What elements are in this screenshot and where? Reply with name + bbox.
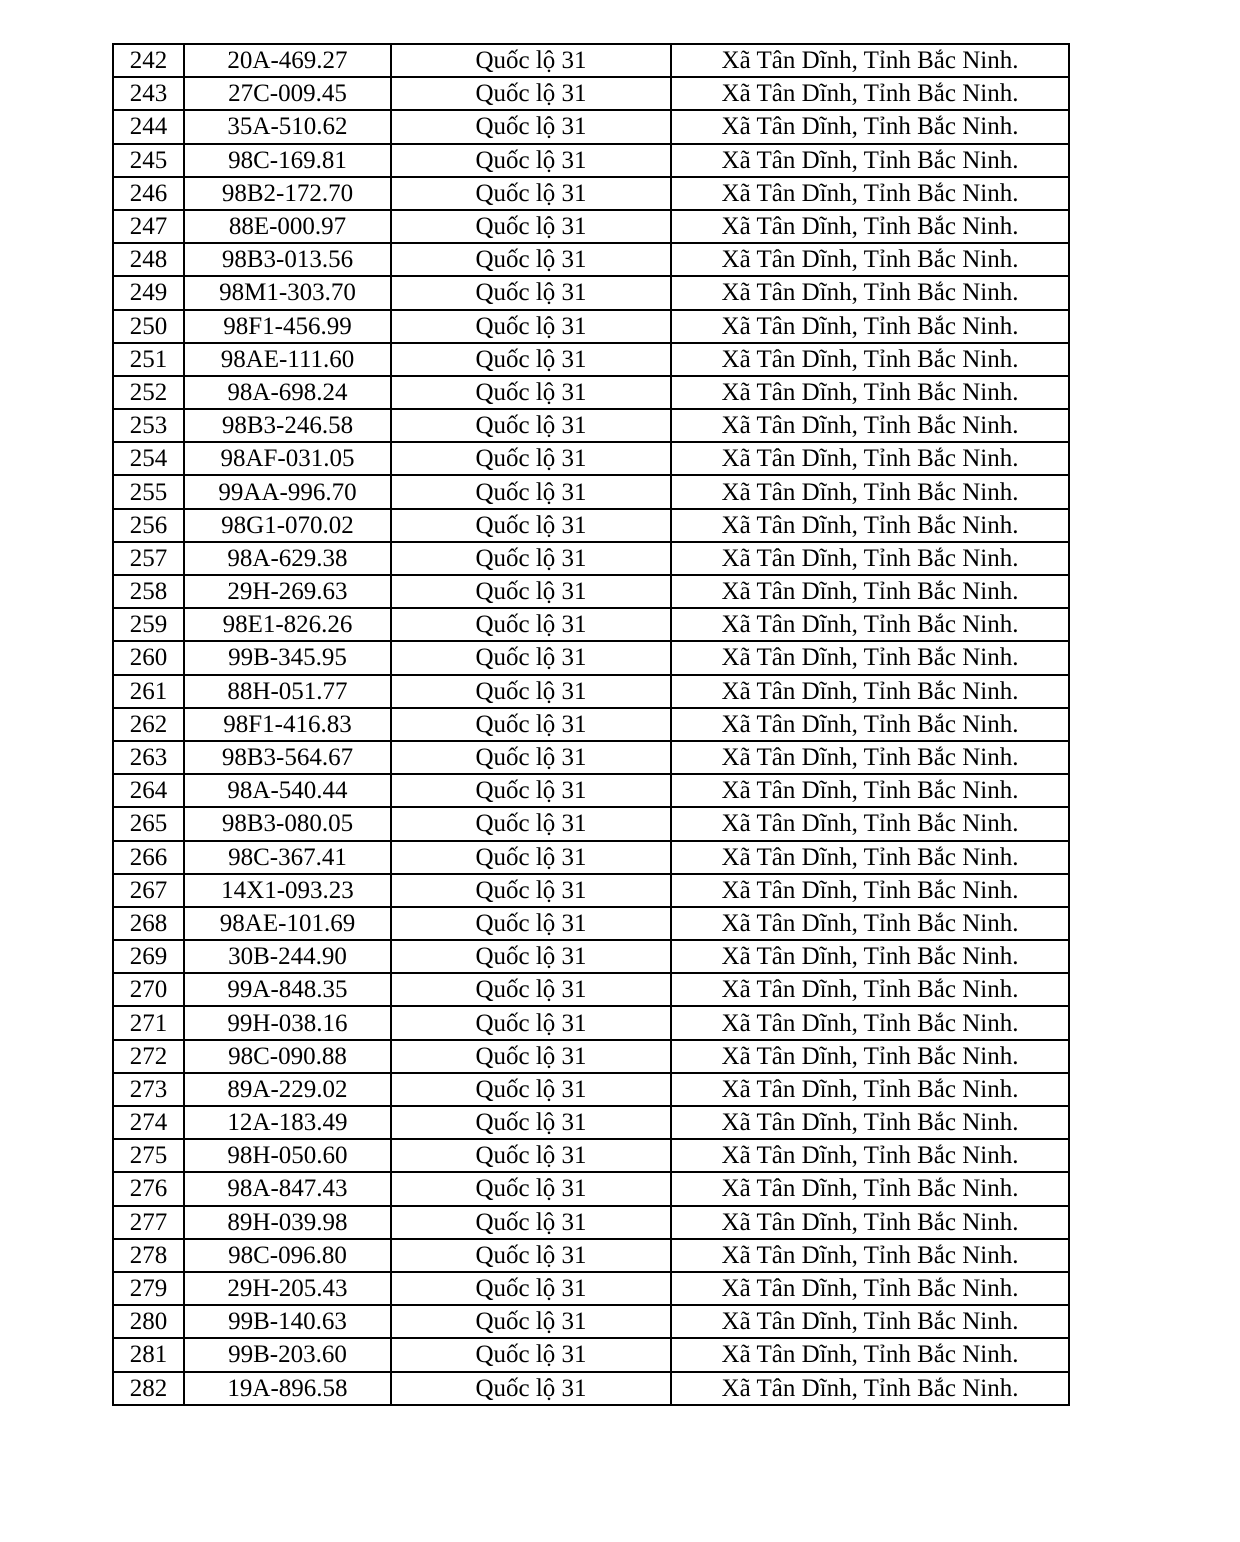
table-row <box>113 575 1069 608</box>
table-row <box>113 874 1069 907</box>
table-row <box>113 1239 1069 1272</box>
table-row <box>113 774 1069 807</box>
license-plate-cell: 89H-039.98 <box>184 1206 391 1239</box>
table-row <box>113 243 1069 276</box>
table-row <box>113 1372 1069 1405</box>
location-cell: Xã Tân Dĩnh, Tỉnh Bắc Ninh. <box>671 973 1069 1006</box>
license-plate-cell: 98F1-456.99 <box>184 310 391 343</box>
table-row <box>113 940 1069 973</box>
location-cell: Xã Tân Dĩnh, Tỉnh Bắc Ninh. <box>671 874 1069 907</box>
location-cell: Xã Tân Dĩnh, Tỉnh Bắc Ninh. <box>671 310 1069 343</box>
table-row <box>113 376 1069 409</box>
license-plate-cell: 89A-229.02 <box>184 1073 391 1106</box>
row-number-cell: 280 <box>113 1305 184 1338</box>
road-cell: Quốc lộ 31 <box>391 675 671 708</box>
table-row <box>113 907 1069 940</box>
table-row <box>113 409 1069 442</box>
vehicle-records-table <box>112 43 1070 1406</box>
road-cell: Quốc lộ 31 <box>391 708 671 741</box>
table-row <box>113 475 1069 508</box>
license-plate-cell: 98AE-101.69 <box>184 907 391 940</box>
row-number-cell: 277 <box>113 1206 184 1239</box>
row-number-cell: 256 <box>113 509 184 542</box>
row-number-cell: 282 <box>113 1372 184 1405</box>
row-number-cell: 276 <box>113 1172 184 1205</box>
row-number-cell: 278 <box>113 1239 184 1272</box>
row-number-cell: 260 <box>113 641 184 674</box>
table-row <box>113 641 1069 674</box>
road-cell: Quốc lộ 31 <box>391 144 671 177</box>
row-number-cell: 263 <box>113 741 184 774</box>
license-plate-cell: 29H-205.43 <box>184 1272 391 1305</box>
location-cell: Xã Tân Dĩnh, Tỉnh Bắc Ninh. <box>671 1206 1069 1239</box>
location-cell: Xã Tân Dĩnh, Tỉnh Bắc Ninh. <box>671 542 1069 575</box>
location-cell: Xã Tân Dĩnh, Tỉnh Bắc Ninh. <box>671 708 1069 741</box>
road-cell: Quốc lộ 31 <box>391 1040 671 1073</box>
road-cell: Quốc lộ 31 <box>391 940 671 973</box>
road-cell: Quốc lộ 31 <box>391 475 671 508</box>
row-number-cell: 269 <box>113 940 184 973</box>
road-cell: Quốc lộ 31 <box>391 1305 671 1338</box>
location-cell: Xã Tân Dĩnh, Tỉnh Bắc Ninh. <box>671 210 1069 243</box>
license-plate-cell: 98B3-080.05 <box>184 807 391 840</box>
license-plate-cell: 19A-896.58 <box>184 1372 391 1405</box>
row-number-cell: 243 <box>113 77 184 110</box>
location-cell: Xã Tân Dĩnh, Tỉnh Bắc Ninh. <box>671 77 1069 110</box>
table-row <box>113 210 1069 243</box>
table-row <box>113 1073 1069 1106</box>
table-row <box>113 1272 1069 1305</box>
location-cell: Xã Tân Dĩnh, Tỉnh Bắc Ninh. <box>671 1172 1069 1205</box>
row-number-cell: 246 <box>113 177 184 210</box>
location-cell: Xã Tân Dĩnh, Tỉnh Bắc Ninh. <box>671 940 1069 973</box>
table-row <box>113 675 1069 708</box>
license-plate-cell: 98A-698.24 <box>184 376 391 409</box>
license-plate-cell: 98F1-416.83 <box>184 708 391 741</box>
row-number-cell: 255 <box>113 475 184 508</box>
road-cell: Quốc lộ 31 <box>391 77 671 110</box>
table-row <box>113 973 1069 1006</box>
location-cell: Xã Tân Dĩnh, Tỉnh Bắc Ninh. <box>671 1239 1069 1272</box>
row-number-cell: 262 <box>113 708 184 741</box>
row-number-cell: 268 <box>113 907 184 940</box>
table-row <box>113 44 1069 77</box>
table-row <box>113 144 1069 177</box>
license-plate-cell: 20A-469.27 <box>184 44 391 77</box>
license-plate-cell: 98B3-013.56 <box>184 243 391 276</box>
row-number-cell: 248 <box>113 243 184 276</box>
table-row <box>113 1172 1069 1205</box>
table-body <box>113 44 1069 1405</box>
road-cell: Quốc lộ 31 <box>391 575 671 608</box>
license-plate-cell: 99AA-996.70 <box>184 475 391 508</box>
row-number-cell: 250 <box>113 310 184 343</box>
table-row <box>113 509 1069 542</box>
road-cell: Quốc lộ 31 <box>391 1272 671 1305</box>
row-number-cell: 274 <box>113 1106 184 1139</box>
license-plate-cell: 98C-367.41 <box>184 841 391 874</box>
location-cell: Xã Tân Dĩnh, Tỉnh Bắc Ninh. <box>671 442 1069 475</box>
table-row <box>113 1106 1069 1139</box>
road-cell: Quốc lộ 31 <box>391 110 671 143</box>
row-number-cell: 266 <box>113 841 184 874</box>
road-cell: Quốc lộ 31 <box>391 343 671 376</box>
location-cell: Xã Tân Dĩnh, Tỉnh Bắc Ninh. <box>671 841 1069 874</box>
road-cell: Quốc lộ 31 <box>391 841 671 874</box>
location-cell: Xã Tân Dĩnh, Tỉnh Bắc Ninh. <box>671 1272 1069 1305</box>
location-cell: Xã Tân Dĩnh, Tỉnh Bắc Ninh. <box>671 675 1069 708</box>
table-row <box>113 1006 1069 1039</box>
location-cell: Xã Tân Dĩnh, Tỉnh Bắc Ninh. <box>671 376 1069 409</box>
road-cell: Quốc lộ 31 <box>391 1206 671 1239</box>
location-cell: Xã Tân Dĩnh, Tỉnh Bắc Ninh. <box>671 807 1069 840</box>
table-row <box>113 77 1069 110</box>
road-cell: Quốc lộ 31 <box>391 1338 671 1371</box>
license-plate-cell: 30B-244.90 <box>184 940 391 973</box>
license-plate-cell: 88E-000.97 <box>184 210 391 243</box>
location-cell: Xã Tân Dĩnh, Tỉnh Bắc Ninh. <box>671 509 1069 542</box>
table-row <box>113 1338 1069 1371</box>
table-row <box>113 542 1069 575</box>
license-plate-cell: 14X1-093.23 <box>184 874 391 907</box>
license-plate-cell: 98B2-172.70 <box>184 177 391 210</box>
row-number-cell: 244 <box>113 110 184 143</box>
row-number-cell: 279 <box>113 1272 184 1305</box>
license-plate-cell: 88H-051.77 <box>184 675 391 708</box>
location-cell: Xã Tân Dĩnh, Tỉnh Bắc Ninh. <box>671 343 1069 376</box>
row-number-cell: 254 <box>113 442 184 475</box>
road-cell: Quốc lộ 31 <box>391 1139 671 1172</box>
table-row <box>113 276 1069 309</box>
license-plate-cell: 98A-540.44 <box>184 774 391 807</box>
location-cell: Xã Tân Dĩnh, Tỉnh Bắc Ninh. <box>671 276 1069 309</box>
row-number-cell: 264 <box>113 774 184 807</box>
table-row <box>113 807 1069 840</box>
row-number-cell: 265 <box>113 807 184 840</box>
table-row <box>113 1139 1069 1172</box>
road-cell: Quốc lộ 31 <box>391 243 671 276</box>
license-plate-cell: 99H-038.16 <box>184 1006 391 1039</box>
license-plate-cell: 27C-009.45 <box>184 77 391 110</box>
table-row <box>113 1040 1069 1073</box>
road-cell: Quốc lộ 31 <box>391 907 671 940</box>
road-cell: Quốc lộ 31 <box>391 44 671 77</box>
road-cell: Quốc lộ 31 <box>391 542 671 575</box>
road-cell: Quốc lộ 31 <box>391 1073 671 1106</box>
row-number-cell: 261 <box>113 675 184 708</box>
table-row <box>113 110 1069 143</box>
road-cell: Quốc lộ 31 <box>391 1106 671 1139</box>
license-plate-cell: 98M1-303.70 <box>184 276 391 309</box>
location-cell: Xã Tân Dĩnh, Tỉnh Bắc Ninh. <box>671 110 1069 143</box>
license-plate-cell: 98C-090.88 <box>184 1040 391 1073</box>
location-cell: Xã Tân Dĩnh, Tỉnh Bắc Ninh. <box>671 409 1069 442</box>
table-row <box>113 177 1069 210</box>
location-cell: Xã Tân Dĩnh, Tỉnh Bắc Ninh. <box>671 1372 1069 1405</box>
location-cell: Xã Tân Dĩnh, Tỉnh Bắc Ninh. <box>671 1040 1069 1073</box>
location-cell: Xã Tân Dĩnh, Tỉnh Bắc Ninh. <box>671 741 1069 774</box>
road-cell: Quốc lộ 31 <box>391 310 671 343</box>
license-plate-cell: 98AE-111.60 <box>184 343 391 376</box>
license-plate-cell: 99B-203.60 <box>184 1338 391 1371</box>
license-plate-cell: 98C-096.80 <box>184 1239 391 1272</box>
road-cell: Quốc lộ 31 <box>391 807 671 840</box>
table-row <box>113 343 1069 376</box>
road-cell: Quốc lộ 31 <box>391 641 671 674</box>
row-number-cell: 273 <box>113 1073 184 1106</box>
row-number-cell: 270 <box>113 973 184 1006</box>
road-cell: Quốc lộ 31 <box>391 874 671 907</box>
row-number-cell: 272 <box>113 1040 184 1073</box>
road-cell: Quốc lộ 31 <box>391 774 671 807</box>
license-plate-cell: 99B-140.63 <box>184 1305 391 1338</box>
road-cell: Quốc lộ 31 <box>391 177 671 210</box>
license-plate-cell: 29H-269.63 <box>184 575 391 608</box>
row-number-cell: 281 <box>113 1338 184 1371</box>
table-row <box>113 708 1069 741</box>
table-row <box>113 310 1069 343</box>
location-cell: Xã Tân Dĩnh, Tỉnh Bắc Ninh. <box>671 575 1069 608</box>
license-plate-cell: 35A-510.62 <box>184 110 391 143</box>
road-cell: Quốc lộ 31 <box>391 973 671 1006</box>
license-plate-cell: 98B3-246.58 <box>184 409 391 442</box>
row-number-cell: 249 <box>113 276 184 309</box>
row-number-cell: 253 <box>113 409 184 442</box>
row-number-cell: 252 <box>113 376 184 409</box>
license-plate-cell: 98B3-564.67 <box>184 741 391 774</box>
road-cell: Quốc lộ 31 <box>391 376 671 409</box>
row-number-cell: 275 <box>113 1139 184 1172</box>
table-row <box>113 608 1069 641</box>
table-row <box>113 741 1069 774</box>
location-cell: Xã Tân Dĩnh, Tỉnh Bắc Ninh. <box>671 907 1069 940</box>
table-row <box>113 841 1069 874</box>
road-cell: Quốc lộ 31 <box>391 409 671 442</box>
license-plate-cell: 98C-169.81 <box>184 144 391 177</box>
row-number-cell: 271 <box>113 1006 184 1039</box>
location-cell: Xã Tân Dĩnh, Tỉnh Bắc Ninh. <box>671 1305 1069 1338</box>
road-cell: Quốc lộ 31 <box>391 1239 671 1272</box>
license-plate-cell: 99A-848.35 <box>184 973 391 1006</box>
table-row <box>113 442 1069 475</box>
location-cell: Xã Tân Dĩnh, Tỉnh Bắc Ninh. <box>671 608 1069 641</box>
road-cell: Quốc lộ 31 <box>391 210 671 243</box>
location-cell: Xã Tân Dĩnh, Tỉnh Bắc Ninh. <box>671 1073 1069 1106</box>
location-cell: Xã Tân Dĩnh, Tỉnh Bắc Ninh. <box>671 1106 1069 1139</box>
location-cell: Xã Tân Dĩnh, Tỉnh Bắc Ninh. <box>671 475 1069 508</box>
row-number-cell: 251 <box>113 343 184 376</box>
road-cell: Quốc lộ 31 <box>391 276 671 309</box>
row-number-cell: 245 <box>113 144 184 177</box>
road-cell: Quốc lộ 31 <box>391 741 671 774</box>
license-plate-cell: 98E1-826.26 <box>184 608 391 641</box>
road-cell: Quốc lộ 31 <box>391 1006 671 1039</box>
location-cell: Xã Tân Dĩnh, Tỉnh Bắc Ninh. <box>671 177 1069 210</box>
license-plate-cell: 99B-345.95 <box>184 641 391 674</box>
location-cell: Xã Tân Dĩnh, Tỉnh Bắc Ninh. <box>671 1338 1069 1371</box>
license-plate-cell: 98H-050.60 <box>184 1139 391 1172</box>
table-row <box>113 1206 1069 1239</box>
license-plate-cell: 98A-847.43 <box>184 1172 391 1205</box>
road-cell: Quốc lộ 31 <box>391 1172 671 1205</box>
row-number-cell: 247 <box>113 210 184 243</box>
row-number-cell: 259 <box>113 608 184 641</box>
road-cell: Quốc lộ 31 <box>391 509 671 542</box>
road-cell: Quốc lộ 31 <box>391 608 671 641</box>
road-cell: Quốc lộ 31 <box>391 1372 671 1405</box>
table-row <box>113 1305 1069 1338</box>
location-cell: Xã Tân Dĩnh, Tỉnh Bắc Ninh. <box>671 243 1069 276</box>
row-number-cell: 242 <box>113 44 184 77</box>
location-cell: Xã Tân Dĩnh, Tỉnh Bắc Ninh. <box>671 144 1069 177</box>
location-cell: Xã Tân Dĩnh, Tỉnh Bắc Ninh. <box>671 1006 1069 1039</box>
row-number-cell: 267 <box>113 874 184 907</box>
location-cell: Xã Tân Dĩnh, Tỉnh Bắc Ninh. <box>671 774 1069 807</box>
license-plate-cell: 98A-629.38 <box>184 542 391 575</box>
row-number-cell: 257 <box>113 542 184 575</box>
road-cell: Quốc lộ 31 <box>391 442 671 475</box>
row-number-cell: 258 <box>113 575 184 608</box>
location-cell: Xã Tân Dĩnh, Tỉnh Bắc Ninh. <box>671 44 1069 77</box>
license-plate-cell: 98AF-031.05 <box>184 442 391 475</box>
location-cell: Xã Tân Dĩnh, Tỉnh Bắc Ninh. <box>671 641 1069 674</box>
license-plate-cell: 98G1-070.02 <box>184 509 391 542</box>
license-plate-cell: 12A-183.49 <box>184 1106 391 1139</box>
location-cell: Xã Tân Dĩnh, Tỉnh Bắc Ninh. <box>671 1139 1069 1172</box>
